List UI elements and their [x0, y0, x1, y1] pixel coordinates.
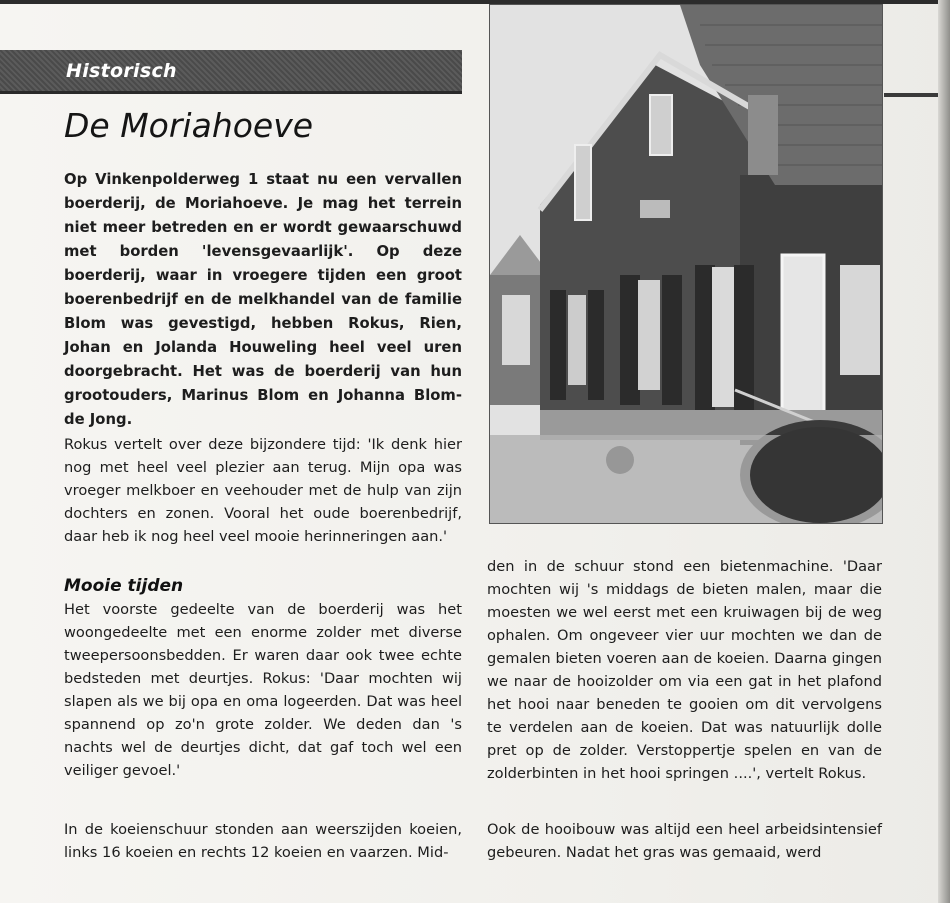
paragraph-2: Het voorste gedeelte van de boerderij was het woongedeelte met een enorme zolder met diverse tweepersoonsbedden. Er waren daar ook twee echte bedsteden met deurtjes. Rokus: 'Daar mochten wij slapen als we bij opa en oma logeerden. Dat was heel spannend op zo'n grote zolder. We deden dan 's nachts wel de deurtjes dicht, dat gaf toch wel een veiliger gevoel.' [64, 601, 462, 779]
farmhouse-photo [489, 4, 883, 524]
paragraph-5: Ook de hooibouw was altijd een heel arbeidsintensief gebeuren. Nadat het gras was gemaaid, werd [487, 821, 882, 861]
paragraph-4: den in de schuur stond een bietenmachine. 'Daar mochten wij 's middags de bieten malen, maar die moesten we wel eerst met een kruiwagen bij de weg ophalen. Om ongeveer vier uur mochten we dan de gemalen bieten voeren aan de koeien. Daarna gingen we naar de hooizolder om via een gat in het plafond het hooi naar beneden te gooien om dit vervolgens te verdelen aan de koeien. Dat was natuurlijk dolle pret op de zolder. Verstoppertje spelen en van de zolderbinten in het hooi springen ....', vertelt Rokus. [487, 558, 882, 782]
paragraph-1: Rokus vertelt over deze bijzondere tijd: 'Ik denk hier nog met heel veel plezier aan terug. Mijn opa was vroeger melkboer en veehouder met de hulp van zijn dochters en zonen. Vooral het oude boerenbedrijf, daar heb ik nog heel veel mooie herinneringen aan.' [64, 436, 462, 545]
page-edge-shadow [938, 0, 950, 903]
article-title: De Moriahoeve [64, 106, 314, 145]
right-rule [884, 93, 944, 97]
farmhouse-illustration [490, 5, 883, 524]
section-banner [0, 50, 462, 94]
subheading: Mooie tijden [64, 576, 184, 596]
article-intro: Op Vinkenpolderweg 1 staat nu een vervallen boerderij, de Moriahoeve. Je mag het terrein niet meer betreden en er wordt gewaarschuwd met borden 'levensgevaarlijk'. Op deze boerderij, waar in vroegere tijden een groot boerenbedrijf en de melkhandel van de familie Blom was gevestigd, hebben Rokus, Rien, Johan en Jolanda Houweling heel veel uren doorgebracht. Het was de boerderij van hun grootouders, Marinus Blom en Johanna Blom-de Jong. [64, 171, 462, 428]
paragraph-3: In de koeienschuur stonden aan weerszijden koeien, links 16 koeien en rechts 12 koeien en vaarzen. Mid- [64, 821, 462, 861]
section-label: Historisch [66, 60, 177, 82]
